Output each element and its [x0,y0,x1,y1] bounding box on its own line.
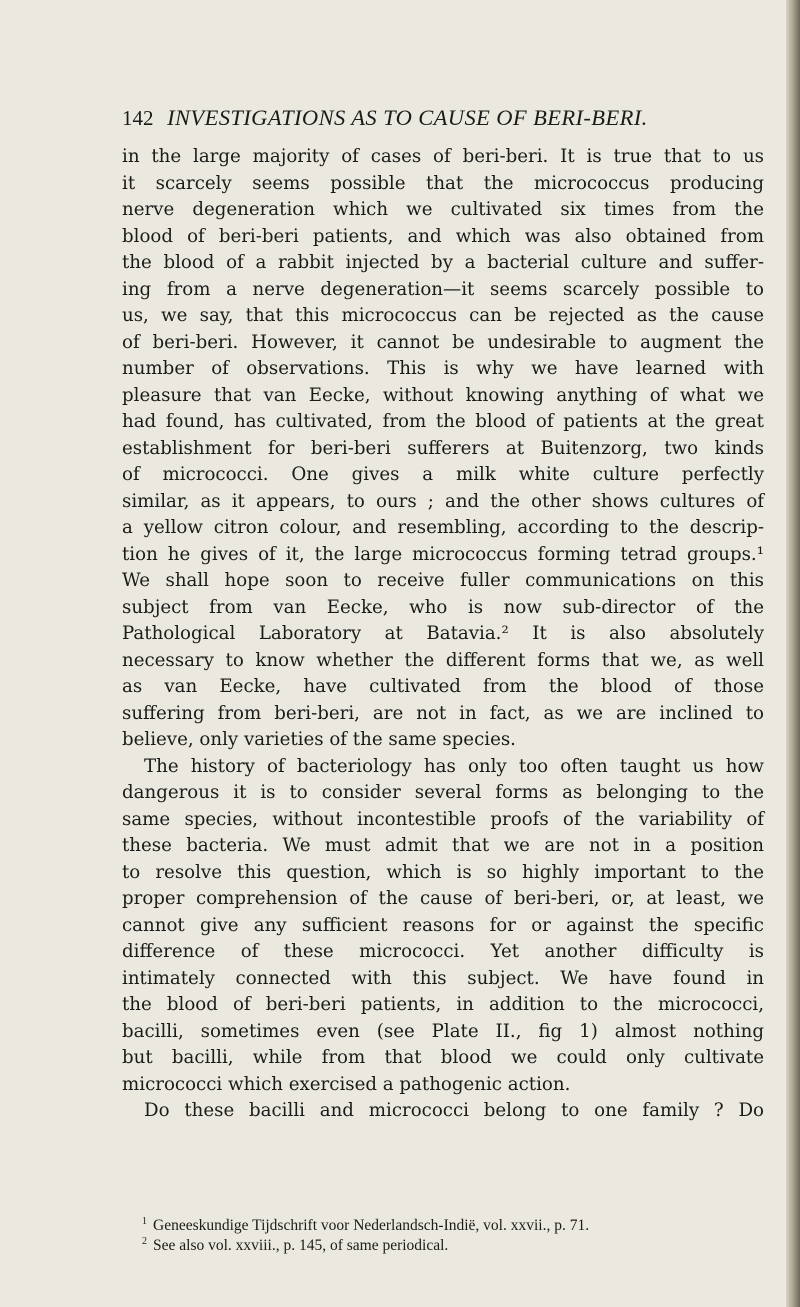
text-line: suffering from beri-beri, are not in fact, as we are inclined to [122,702,764,724]
footnote [122,1212,764,1235]
text-line: ing from a nerve degeneration—it seems scarcely possible to [122,278,764,300]
text-line: of micrococci. One gives a milk white culture perfectly [122,464,764,485]
text-line: We shall hope soon to receive fuller communications on this [122,570,764,591]
text-line: same species, without incontestible proofs of the variability of [122,808,764,830]
text-line: establishment for beri-beri sufferers at Buitenzorg, two kinds [122,437,764,459]
text-line: Pathological Laboratory at Batavia.² It is also absolutely [122,623,764,644]
footnote-mark: 2 [142,1236,147,1247]
text-line: the blood of a rabbit injected by a bacterial culture and suffer- [122,252,764,273]
paragraph-start-line: The history of bacteriology has only too often taught us how [144,755,764,777]
text-line: of beri-beri. However, it cannot be undesirable to augment the [122,331,764,353]
text-line: nerve degeneration which we cultivated six times from the [122,199,764,220]
body-text [122,144,764,1125]
text-line: cannot give any sufficient reasons for or against the specific [122,914,764,936]
text-line: but bacilli, while from that blood we could only cultivate [122,1047,764,1068]
page-edge-shadow [786,0,800,1307]
paragraph-end-line: micrococci which exercised a pathogenic action. [122,1073,571,1095]
text-line: necessary to know whether the different forms that we, as well [122,649,764,671]
paragraph-end-line: believe, only varieties of the same species. [122,729,516,750]
footnotes [122,1212,764,1255]
text-line: to resolve this question, which is so highly important to the [122,861,764,883]
text-line: it scarcely seems possible that the micrococcus producing [122,172,764,194]
footnote-mark: 1 [142,1216,147,1227]
running-head [122,104,762,132]
text-line: difference of these micrococci. Yet another difficulty is [122,941,764,962]
text-line: proper comprehension of the cause of beri-beri, or, at least, we [122,888,764,909]
footnote-text: Geneeskundige Tijdschrift voor Nederlandsch-Indië, vol. xxvii., p. 71. [153,1217,590,1235]
text-line: as van Eecke, have cultivated from the blood of those [122,676,764,697]
text-line: a yellow citron colour, and resembling, according to the descrip- [122,517,764,538]
text-line: us, we say, that this micrococcus can be rejected as the cause [122,305,764,326]
text-line: tion he gives of it, the large micrococcus forming tetrad groups.¹ [122,543,764,565]
paragraph-start-line: Do these bacilli and micrococci belong to one family ? Do [144,1100,764,1121]
text-line: the blood of beri-beri patients, in addition to the micrococci, [122,994,764,1015]
text-line: number of observations. This is why we have learned with [122,358,764,379]
text-line: had found, has cultivated, from the blood of patients at the great [122,411,764,432]
text-line: pleasure that van Eecke, without knowing anything of what we [122,384,764,406]
text-line: in the large majority of cases of beri-beri. It is true that to us [122,146,764,167]
text-line: dangerous it is to consider several forms as belonging to the [122,782,764,803]
text-line: similar, as it appears, to ours ; and the other shows cultures of [122,490,764,512]
text-line: subject from van Eecke, who is now sub-director of the [122,596,764,618]
page-number: 142 [122,106,154,130]
text-line: these bacteria. We must admit that we are not in a position [122,835,764,856]
running-title: INVESTIGATIONS AS TO CAUSE OF BERI-BERI. [167,105,648,130]
text-line: blood of beri-beri patients, and which was also obtained from [122,225,764,247]
footnote [122,1232,764,1255]
footnote-text: See also vol. xxviii., p. 145, of same periodical. [153,1237,449,1255]
text-line: intimately connected with this subject. We have found in [122,967,764,989]
text-line: bacilli, sometimes even (see Plate II., fig 1) almost nothing [122,1020,764,1042]
